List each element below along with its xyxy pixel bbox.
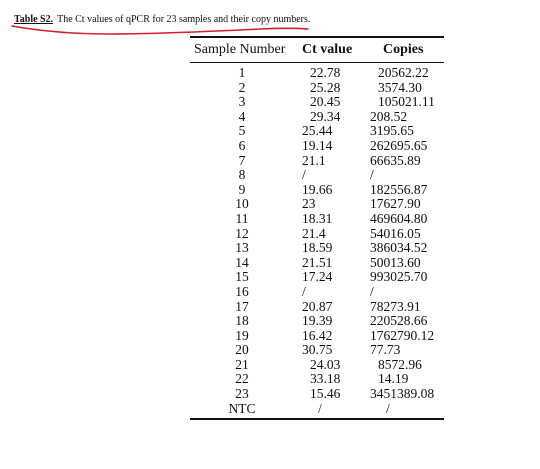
cell-copies: 3451389.08: [370, 386, 435, 402]
table-row: [190, 343, 444, 358]
cell-sample-number: 17: [235, 298, 249, 314]
table-row: [190, 241, 444, 256]
cell-copies: 17627.90: [370, 196, 421, 212]
table-header-rule: [190, 62, 444, 63]
cell-ct-value: 21.51: [302, 254, 333, 270]
cell-sample-number: 6: [238, 137, 246, 153]
cell-ct-value: 25.28: [310, 79, 341, 95]
table-header-row: [190, 41, 444, 59]
cell-sample-number: 4: [238, 108, 246, 124]
table-row: [190, 168, 444, 183]
cell-sample-number: 23: [235, 386, 249, 402]
cell-ct-value: 16.42: [302, 327, 333, 343]
table-row: [190, 183, 444, 198]
table-row: [190, 329, 444, 344]
table-row: [190, 372, 444, 387]
cell-ct-value: 19.66: [302, 181, 333, 197]
cell-copies: 78273.91: [370, 298, 421, 314]
cell-copies: 208.52: [370, 108, 408, 124]
cell-ct-value: 15.46: [310, 386, 341, 402]
header-sample-number: Sample Number: [194, 42, 286, 57]
table-row: [190, 300, 444, 315]
table-row: [190, 402, 444, 417]
cell-sample-number: 2: [238, 79, 246, 95]
table-row: [190, 81, 444, 96]
cell-sample-number: 19: [235, 327, 249, 343]
cell-ct-value: 18.59: [302, 240, 333, 256]
table-top-rule: [190, 36, 444, 38]
table-caption-label: Table S2.: [14, 14, 54, 25]
table-body: [190, 66, 444, 416]
cell-copies: /: [370, 283, 374, 299]
ct-values-table: [190, 36, 444, 420]
cell-copies: 50013.60: [370, 254, 421, 270]
cell-copies: 262695.65: [370, 137, 428, 153]
cell-copies: 105021.11: [378, 94, 435, 110]
red-underline-stroke: [12, 26, 308, 34]
cell-copies: 20562.22: [378, 65, 429, 80]
cell-sample-number: 18: [235, 313, 249, 329]
cell-sample-number: 3: [238, 94, 246, 110]
cell-copies: 66635.89: [370, 152, 421, 168]
cell-sample-number: 16: [235, 283, 249, 299]
cell-ct-value: 24.03: [310, 356, 341, 372]
cell-copies: 3574.30: [378, 79, 422, 95]
table-row: [190, 197, 444, 212]
table-row: [190, 110, 444, 125]
cell-ct-value: 29.34: [310, 108, 341, 124]
table-row: [190, 270, 444, 285]
cell-ct-value: 25.44: [302, 123, 333, 139]
cell-ct-value: 21.1: [302, 152, 326, 168]
table-row: [190, 66, 444, 81]
cell-sample-number: 11: [235, 210, 249, 226]
cell-sample-number: NTC: [228, 400, 256, 416]
cell-ct-value: 18.31: [302, 210, 333, 226]
cell-ct-value: 20.45: [310, 94, 341, 110]
cell-ct-value: 30.75: [302, 342, 333, 358]
header-copies: Copies: [383, 42, 424, 57]
table-row: [190, 358, 444, 373]
cell-copies: 220528.66: [370, 313, 428, 329]
cell-copies: /: [370, 167, 374, 183]
table-row: [190, 154, 444, 169]
cell-copies: /: [386, 400, 390, 416]
cell-sample-number: 9: [238, 181, 246, 197]
cell-copies: 993025.70: [370, 269, 428, 285]
cell-ct-value: 17.24: [302, 269, 333, 285]
cell-sample-number: 7: [238, 152, 246, 168]
cell-ct-value: 19.39: [302, 313, 333, 329]
cell-copies: 14.19: [378, 371, 409, 387]
cell-ct-value: 23: [302, 196, 316, 212]
cell-ct-value: 20.87: [302, 298, 333, 314]
table-row: [190, 387, 444, 402]
cell-sample-number: 8: [238, 167, 246, 183]
cell-ct-value: 22.78: [310, 65, 341, 80]
table-row: [190, 95, 444, 110]
table-bottom-rule: [190, 418, 444, 420]
header-ct-value: Ct value: [302, 42, 353, 57]
table-row: [190, 212, 444, 227]
cell-sample-number: 22: [235, 371, 249, 387]
cell-sample-number: 15: [235, 269, 249, 285]
cell-sample-number: 5: [238, 123, 246, 139]
table-row: [190, 256, 444, 271]
table-row: [190, 285, 444, 300]
cell-copies: 54016.05: [370, 225, 421, 241]
cell-copies: 1762790.12: [370, 327, 435, 343]
cell-ct-value: 21.4: [302, 225, 326, 241]
cell-copies: 3195.65: [370, 123, 414, 139]
cell-copies: 386034.52: [370, 240, 428, 256]
cell-copies: 182556.87: [370, 181, 428, 197]
cell-ct-value: /: [302, 283, 306, 299]
cell-copies: 469604.80: [370, 210, 428, 226]
cell-ct-value: /: [318, 400, 322, 416]
cell-sample-number: 12: [235, 225, 249, 241]
table-row: [190, 124, 444, 139]
cell-ct-value: /: [302, 167, 306, 183]
cell-sample-number: 20: [235, 342, 249, 358]
cell-ct-value: 33.18: [310, 371, 341, 387]
cell-sample-number: 21: [235, 356, 249, 372]
cell-copies: 77.73: [370, 342, 401, 358]
cell-ct-value: 19.14: [302, 137, 333, 153]
cell-sample-number: 13: [235, 240, 249, 256]
table-row: [190, 314, 444, 329]
table-row: [190, 139, 444, 154]
table-caption-text: The Ct values of qPCR for 23 samples and their copy numbers.: [57, 14, 311, 25]
cell-copies: 8572.96: [378, 356, 422, 372]
cell-sample-number: 1: [238, 65, 246, 80]
table-row: [190, 227, 444, 242]
cell-sample-number: 14: [235, 254, 249, 270]
cell-sample-number: 10: [235, 196, 249, 212]
